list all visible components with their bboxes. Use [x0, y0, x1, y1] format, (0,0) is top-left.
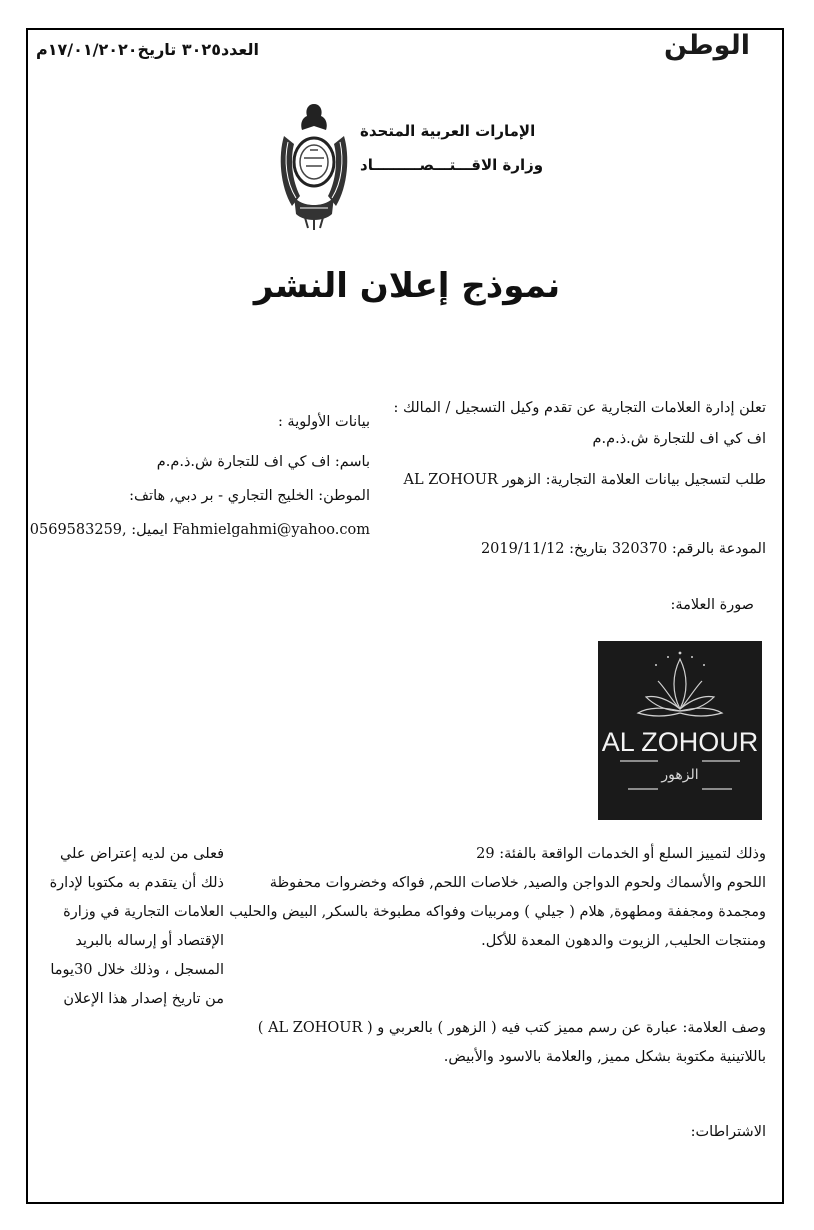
classes-line-4: ومنتجات الحليب, الزيوت والدهون المعدة للأكل.	[481, 933, 766, 949]
trademark-latin-text: AL ZOHOUR	[601, 727, 759, 757]
conditions-label: الاشتراطات:	[690, 1124, 766, 1140]
deposit-line: المودعة بالرقم: 320370 بتاريخ: 2019/11/12	[480, 541, 766, 557]
uae-emblem-icon	[274, 96, 354, 236]
description-line-2: باللاتينية مكتوبة بشكل مميز, والعلامة بالاسود والأبيض.	[443, 1049, 766, 1065]
objection-line-3: العلامات التجارية في وزارة	[63, 904, 224, 920]
mark-label: صورة العلامة:	[670, 597, 754, 613]
authority-ministry: وزارة الاقـــتـــصـــــــــاد	[360, 156, 544, 174]
objection-line-5: المسجل ، وذلك خلال 30يوما	[50, 962, 224, 978]
priority-address: الموطن: الخليج التجاري - بر دبي, هاتف:	[129, 488, 370, 504]
classes-line-1: وذلك لتمييز السلع أو الخدمات الواقعة بالفئة: 29	[476, 846, 766, 862]
priority-name: باسم: اف كي اف للتجارة ش.ذ.م.م	[156, 454, 370, 470]
classes-line-3: ومجمدة ومجففة ومطهوة, هلام ( جيلي ) ومربيات وفواكه مطبوخة بالسكر, البيض والحليب	[229, 904, 766, 920]
page-title: نموذج إعلان النشر	[253, 266, 561, 306]
priority-contact: Fahmielgahmi@yahoo.com ايميل: ,0569583259	[29, 522, 370, 538]
owner-line: اف كي اف للتجارة ش.ذ.م.م	[592, 431, 766, 447]
trademark-arabic-text: الزهور	[661, 767, 699, 783]
request-line: طلب لتسجيل بيانات العلامة التجارية: الزهور AL ZOHOUR	[403, 472, 766, 488]
newspaper-logo	[664, 30, 750, 61]
newspaper-name: الوطن	[663, 30, 750, 61]
authority-country: الإمارات العربية المتحدة	[360, 122, 536, 140]
objection-line-2: ذلك أن يتقدم به مكتوبا لإدارة	[49, 875, 224, 891]
trademark-image	[598, 641, 762, 820]
issue-date: العدد٣٠٢٥ تاريخ١٧/٠١/٢٠٢٠م	[36, 40, 259, 59]
intro-line: تعلن إدارة العلامات التجارية عن تقدم وكيل التسجيل / المالك :	[393, 400, 766, 416]
objection-line-4: الإقتصاد أو إرساله بالبريد	[75, 933, 224, 949]
classes-line-2: اللحوم والأسماك ولحوم الدواجن والصيد, خلاصات اللحم, فواكه وخضروات محفوظة	[269, 875, 766, 891]
objection-line-1: فعلى من لديه إعتراض علي	[59, 846, 224, 862]
objection-line-6: من تاريخ إصدار هذا الإعلان	[63, 991, 224, 1007]
description-line-1: وصف العلامة: عبارة عن رسم مميز كتب فيه ( الزهور ) بالعربي و ( AL ZOHOUR )	[257, 1020, 766, 1036]
priority-heading: بيانات الأولوية :	[277, 414, 370, 430]
